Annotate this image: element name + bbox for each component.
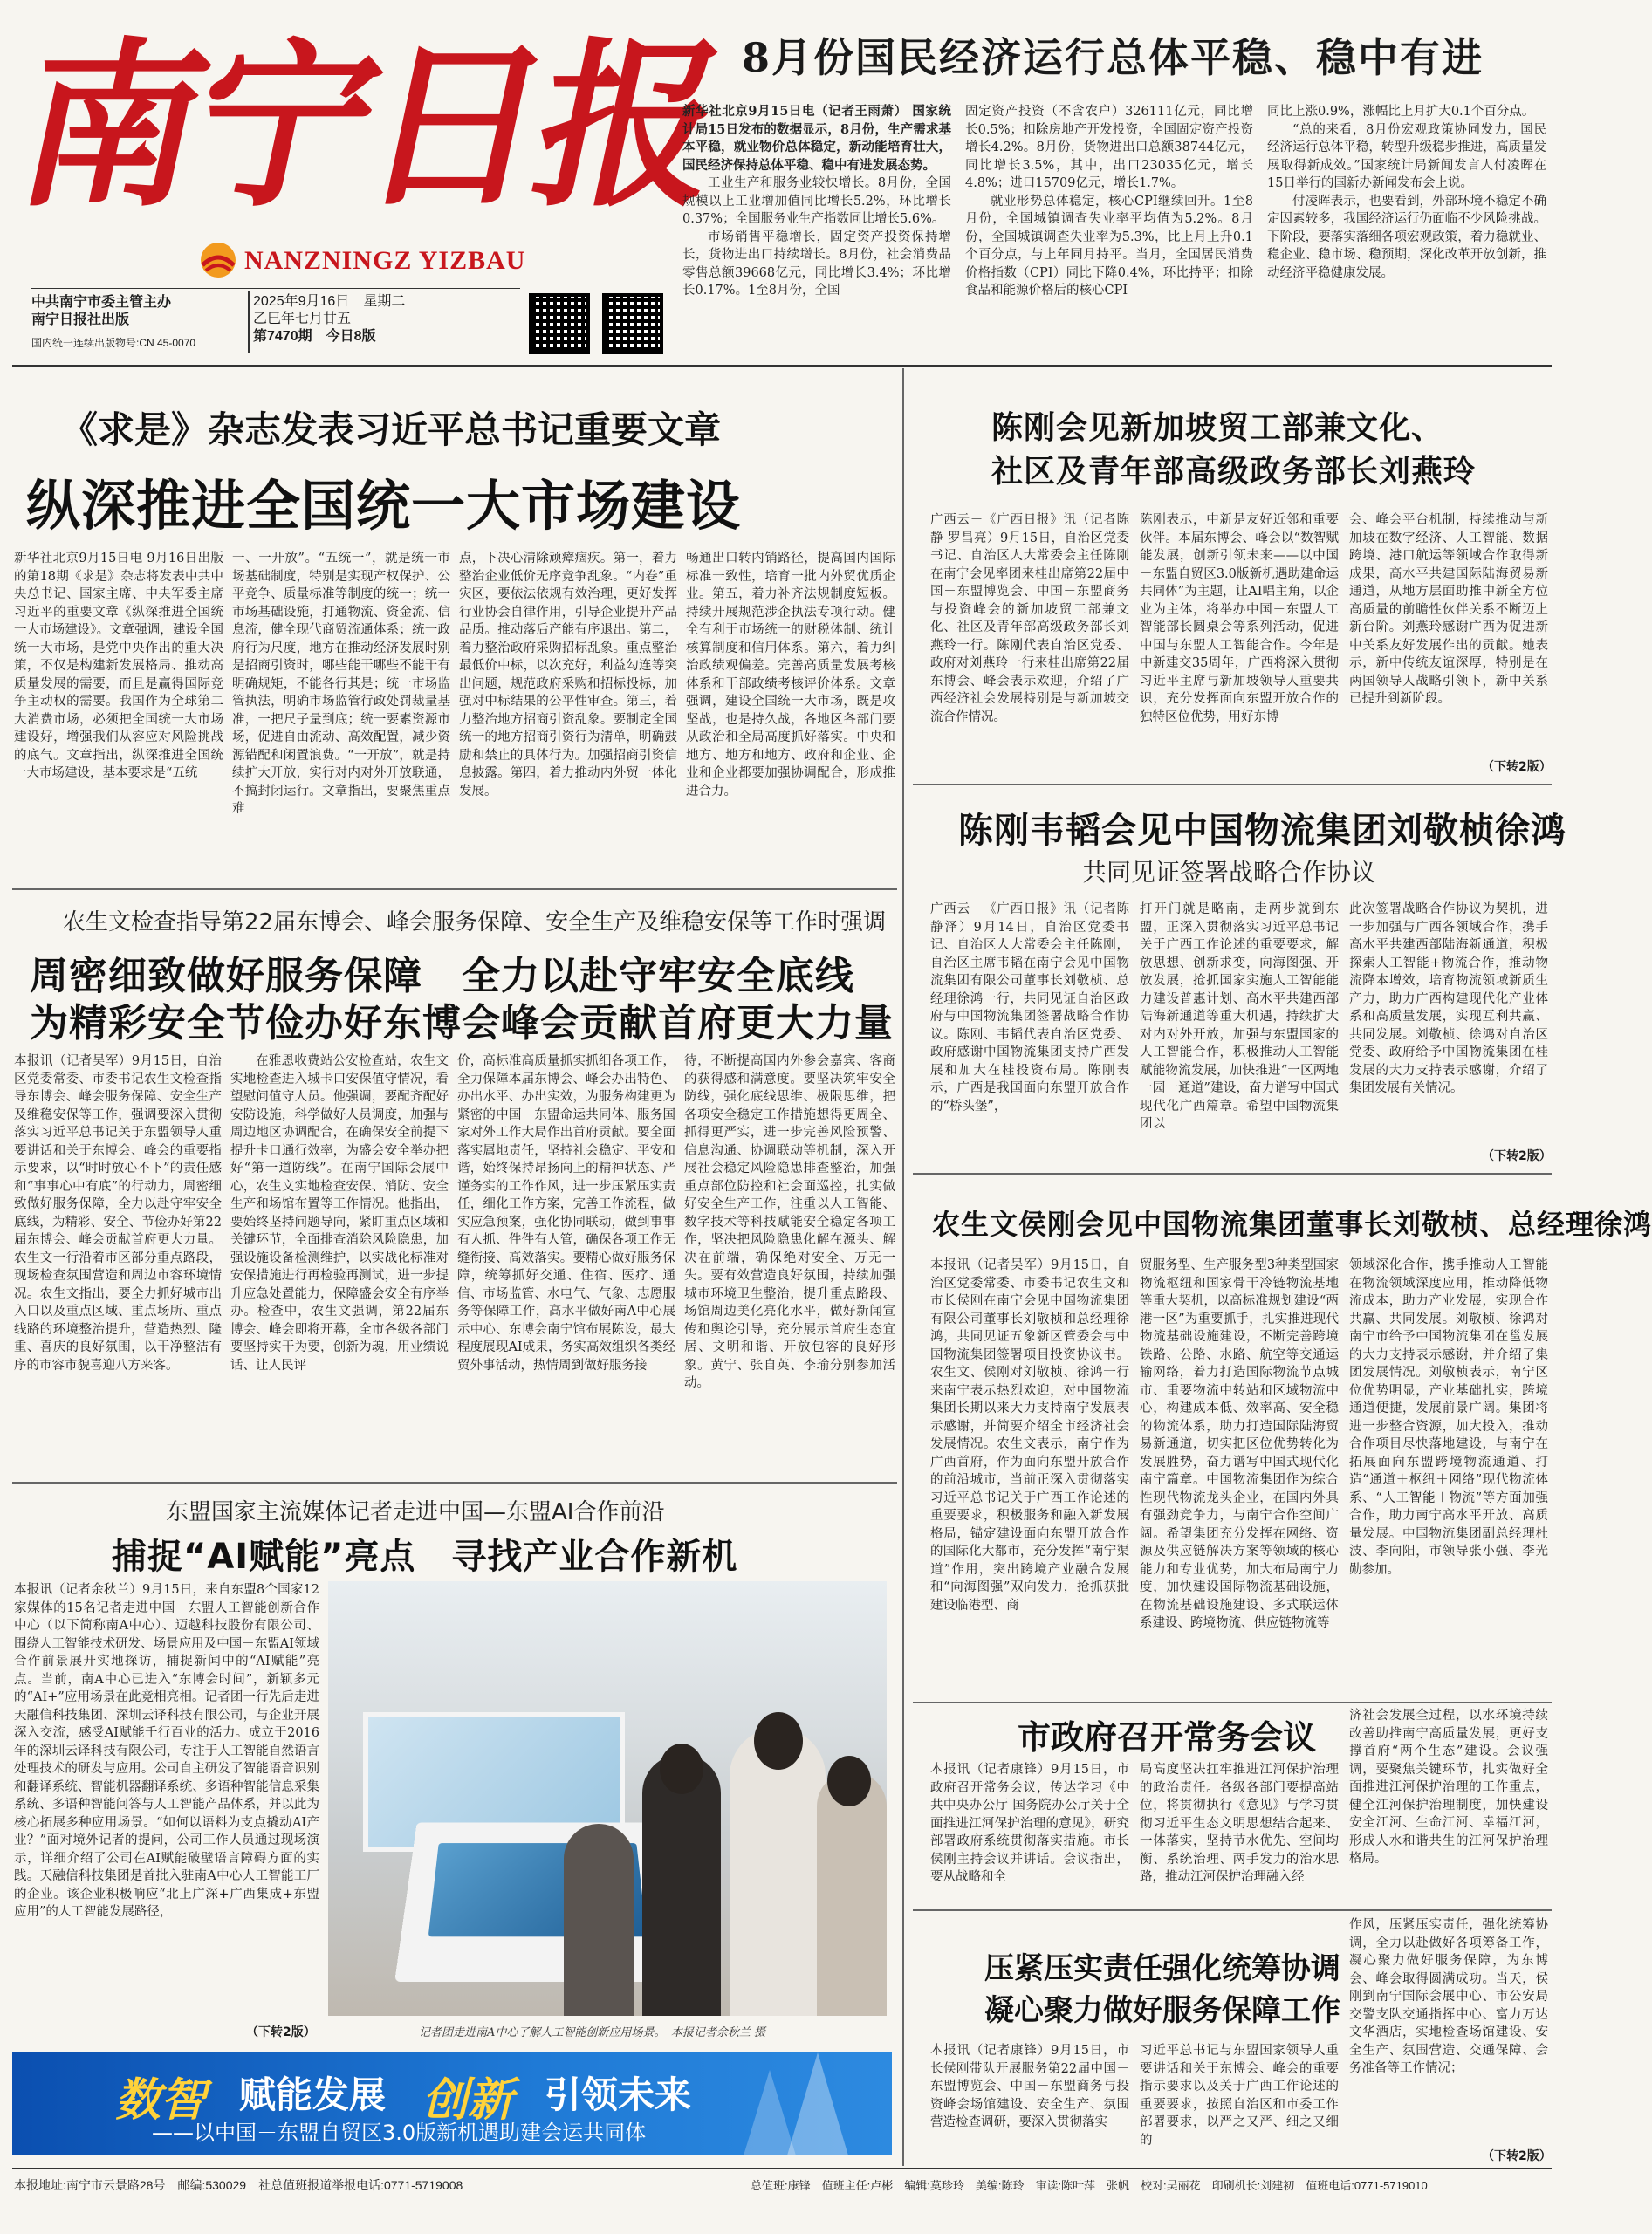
- story1-headline2: 纵深推进全国统一大市场建设: [26, 474, 742, 538]
- story5-subline: 共同见证签署战略合作协议: [1082, 858, 1376, 887]
- lead-paragraph: 付凌晖表示，也要看到，外部环境不稳定不确定因素较多，我国经济运行仍面临不少风险挑战。下阶段，要落实落细各项宏观政策，着力稳就业、稳企业、稳市场、稳预期，深化改革开放创新，推动经济平稳健康发展。: [1267, 194, 1546, 280]
- photo-caption: 记者团走进南A中心了解人工智能创新应用场景。 本报记者余秋兰 摄: [419, 2026, 766, 2039]
- photo-person-head: [660, 1744, 703, 1794]
- section-rule: [913, 784, 1552, 785]
- lead-headline: 8月份国民经济运行总体平稳、稳中有进: [742, 34, 1484, 81]
- lead-paragraph: 新华社北京9月15日电（记者王雨萧） 国家统计局15日发布的数据显示，8月份，生产需求基本平稳，就业物价总体稳定，新动能培育壮大，国民经济保持总体平稳、稳中有进发展态势。: [682, 104, 951, 173]
- page-count: 今日8版: [326, 329, 376, 344]
- story1-headline1: 《求是》杂志发表习近平总书记重要文章: [61, 408, 722, 451]
- masthead-divider: [248, 291, 250, 353]
- story8-jump[interactable]: （下转2版）: [1482, 2149, 1552, 2163]
- story2-column-4: [684, 1052, 895, 1470]
- story8-paragraph: 习近平总书记与东盟国家领导人重要讲话和关于东博会、峰会的重要指示要求以及关于广西工作论述的重要要求，按照自治区和市委工作部署要求，以严之又严、细之又细的: [1140, 2044, 1339, 2148]
- story6-paragraph: 贸服务型、生产服务型3种类型国家物流枢纽和国家骨干冷链物流基地等重大契机，以高标准规划建设“两港一区”为重要抓手，扎实推进现代物流基础设施建设，不断完善跨境铁路、公路、水路、航空等交通运输网络，着力打造国际物流节点城市、重要物流中转站和区域物流中心，构建成本低、效率高、安全稳的物流体系，助力打造国际陆海贸易新通道，切实把区位优势转化为发展胜势，奋力谱写中国式现代化南宁篇章。中国物流集团作为综合性现代物流龙头企业，在国内外具有强劲竞争力，与南宁合作空间广阔。希望集团充分发挥在网络、资源及供应链解决方案等领域的核心能力和专业优势，加大布局南宁力度，加快建设国际物流基础设施，在物流基础设施建设、多式联运体系建设、跨境物流、供应链物流等: [1140, 1258, 1339, 1630]
- story1-column-3: [459, 550, 677, 873]
- story8-paragraph: 作风，压紧压实责任，强化统筹协调，全力以赴做好各项筹备工作，凝心聚力做好服务保障，为东博会、峰会取得圆满成功。当天，侯刚到南宁国际会展中心、市公安局交警支队交通指挥中心、富力万达文华酒店，实地检查场馆建设、安全生产、氛围营造、交通保障、会务准备等工作情况；: [1349, 1918, 1548, 2075]
- story4-paragraph: 会、峰会平台机制，持续推动与新加坡在数字经济、人工智能、数据跨境、港口航运等领域合作取得新成果，高水平共建国际陆海贸易新通道，从地方层面助推中新全方位高质量的前瞻性伙伴关系不断迈上新台阶。刘燕玲感谢广西为促进新中关系友好发展作出的贡献。她表示，新中传统友谊深厚，特别是在两国领导人战略引领下，新中关系已提升到新阶段。: [1349, 513, 1548, 706]
- lead-column-2: [965, 103, 1253, 356]
- publisher-block: [31, 293, 241, 328]
- story1-paragraph: 畅通出口转内销路径，提高国内国际标准一致性，培育一批内外贸优质企业。第五，着力补齐法规制度短板。持续开展规范涉企执法专项行动。健全有利于市场统一的财税体制、统计核算制度和信用体系。第六，着力纠治政绩观偏差。完善高质量发展考核体系和干部政绩考核评价体系。文章强调，建设全国统一大市场，既是攻坚战，也是持久战，各地区各部门要从政治和全局高度抓好落实。中央和地方、地方和地方、政府和企业、企业和企业都要加强协调配合，形成推进合力。: [686, 552, 895, 798]
- section-rule: [913, 1173, 1552, 1175]
- story4-paragraph: 陈刚表示，中新是友好近邻和重要伙伴。本届东博会、峰会以“数智赋能发展，创新引领未来——以中国－东盟自贸区3.0版新机遇助建命运共同体”为主题，让AI唱主角，以企业为主体，将举办中国－东盟人工智能部长圆桌会等系列活动，促进中国与东盟人工智能合作。今年是中新建交35周年，广西将深入贯彻习近平主席与新加坡领导人重要共识，充分发挥面向东盟开放合作的独特区位优势，用好东博: [1140, 513, 1339, 724]
- section-rule: [12, 1482, 897, 1484]
- footer-address-text: 本报地址:南宁市云景路28号: [14, 2178, 166, 2192]
- story8-headline2: 凝心聚力做好服务保障工作: [984, 1993, 1340, 2028]
- photo-person-head: [754, 1712, 803, 1770]
- banner-deco-icon: [735, 2052, 857, 2155]
- lead-paragraph: 工业生产和服务业较快增长。8月份，全国规模以上工业增加值同比增长5.2%，环比增长0.37%；全国服务业生产指数同比增长5.6%。: [682, 176, 951, 226]
- column-divider: [902, 368, 904, 2166]
- story7-headline: 市政府召开常务会议: [1018, 1717, 1317, 1757]
- footer-hotline: 社总值班报道举报电话:0771-5719008: [258, 2178, 463, 2192]
- story1-column-1: [14, 550, 223, 873]
- story5-paragraph: 此次签署战略合作协议为契机，进一步加强与广西各领域合作，携手高水平共建西部陆海新通道，积极探索人工智能+物流合作，推动物流降本增效，培育物流领域新质生产力，助力广西构建现代化产业体系和高质量发展，实现互利共赢、共同发展。刘敬桢、徐鸿对自治区党委、政府给予中国物流集团在桂发展的大力支持表示感谢，介绍了集团发展有关情况。: [1349, 902, 1548, 1095]
- section-rule: [12, 888, 897, 890]
- qr-code-icon[interactable]: [529, 293, 590, 354]
- story3-column-1: [14, 1581, 319, 2019]
- story7-paragraph: 本报讯（记者康锋）9月15日，市政府召开常务会议，传达学习《中共中央办公厅 国务院办公厅关于全面推进江河保护治理的意见》，研究部署政府系统贯彻落实措施。市长侯刚主持会议并讲话。会议指出，要从战略和全: [930, 1763, 1129, 1884]
- photo-person: [730, 1728, 826, 2016]
- story4-column-2: [1140, 511, 1339, 773]
- story8-column-3: [1349, 1916, 1548, 2145]
- story5-paragraph: 广西云－《广西日报》讯（记者陈静泽）9月14日，自治区党委书记、自治区人大常委会主任陈刚，自治区主席韦韬在南宁会见中国物流集团有限公司董事长刘敬桢、总经理徐鸿一行，共同见证自治区政府与中国物流集团签署战略合作协议。陈刚、韦韬代表自治区党委、政府感谢中国物流集团支持广西发展和加大在桂投资布局。陈刚表示，广西是我国面向东盟开放合作的“桥头堡”，: [930, 902, 1129, 1114]
- story2-paragraph: 待，不断提高国内外参会嘉宾、客商的获得感和满意度。要坚决筑牢安全防线，强化底线思维、极限思维，把各项安全稳定工作措施想得更周全、抓得更严实，进一步完善风险预警、信息沟通、协调联动等机制，深入开展社会稳定风险隐患排查整治，加强重点部位防控和社会面巡控，扎实做好安全生产工作，注重以人工智能、数字技术等科技赋能安全稳定各项工作，坚决把风险隐患化解在源头、解决在前端，确保绝对安全、万无一失。要有效营造良好氛围，持续加强城市环境卫生整治，提升重点路段、场馆周边美化亮化水平，做好新闻宣传和舆论引导，充分展示首府生态宜居、文明和谐、开放包容的良好形象。黄宁、张自英、李瑜分别参加活动。: [684, 1054, 895, 1390]
- section-rule: [913, 1909, 1552, 1911]
- story2-paragraph: 在雅恩收费站公安检查站，农生文实地检查进入城卡口安保值守情况，看望慰问值守人员。他强调，要配齐配好安防设施，科学做好人员调度，加强与周边地区协调配合，在确保安全前提下提升卡口通行效率，为盛会安全举办把好“第一道防线”。在南宁国际会展中心，农生文实地检查安保、消防、安全生产和场馆布置等工作情况。他指出，要始终坚持问题导向，紧盯重点区域和关键环节，全面排查消除风险隐患，加强设施设备检测维护，以实战化标准对安保措施进行再检验再测试，进一步提升应急处置能力，保障盛会安全有序举办。检查中，农生文强调，第22届东博会、峰会即将开幕，全市各级各部门要坚持实干为要，创新为魂，用业绩说话、让人民评: [230, 1054, 449, 1373]
- banner-subtitle: ——以中国－东盟自贸区3.0版新机遇助建会运共同体: [152, 2121, 647, 2145]
- lead-paragraph: 市场销售平稳增长，固定资产投资保持增长，货物进出口持续增长。8月份，社会消费品零售总额39668亿元，同比增长3.4%；环比增长0.17%。1至8月份，全国: [682, 230, 951, 298]
- story5-column-1: [930, 901, 1129, 1164]
- weekday: 星期二: [363, 294, 406, 309]
- photo-person: [817, 1771, 887, 2016]
- issue-number: 第7470期: [253, 329, 312, 344]
- story7-paragraph: 局高度坚决扛牢推进江河保护治理的政治责任。各级各部门要提高站位，将贯彻执行《意见》与学习贯彻习近平生态文明思想结合起来、一体落实，坚持节水优先、空间均衡、系统治理、两手发力的治水思路，推动江河保护治理融入经: [1140, 1763, 1339, 1884]
- story1-paragraph: 一、一开放”。“五统一”，就是统一市场基础制度，特别是实现产权保护、公平竞争、质量标准等制度的统一；统一市场基础设施，打通物流、资金流、信息流，健全现代商贸流通体系；统一政府行为尺度，地方在推动经济发展时别是招商引资时，哪些能干哪些不能干有明确规矩，不能各行其是；统一市场监管执法，明确市场监管行政处罚裁量基准，一把尺子量到底；统一要素资源市场，促进自由流动、高效配置，减少资源错配和闲置浪费。“一开放”，就是持续扩大开放，实行对内对外开放联通，不搞封闭运行。文章指出，要聚焦重点难: [232, 552, 450, 816]
- sun-logo-icon: [199, 241, 237, 279]
- story1-column-4: [686, 550, 895, 873]
- story7-paragraph: 济社会发展全过程，以水环境持续改善助推南宁高质量发展，更好支撑首府“两个生态”建设。会议强调，要聚焦关键环节，扎实做好全面推进江河保护治理的工作重点，健全江河保护治理制度，加快建设安全江河、生命江河、幸福江河，形成人水和谐共生的江河保护治理格局。: [1349, 1709, 1548, 1866]
- photo-person: [564, 1824, 634, 2016]
- lead-column-1: [682, 103, 951, 356]
- story8-paragraph: 本报讯（记者康锋）9月15日，市长侯刚带队开展服务第22届中国－东盟博览会、中国－东盟商务与投资峰会场馆建设、安全生产、氛围营造检查调研，要深入贯彻落实: [930, 2044, 1129, 2129]
- story4-column-1: [930, 511, 1129, 773]
- story5-headline: 陈刚韦韬会见中国物流集团刘敬桢徐鸿: [958, 811, 1566, 851]
- banner-word1: 数智: [115, 2073, 207, 2127]
- story5-jump[interactable]: （下转2版）: [1482, 1149, 1552, 1163]
- lead-paragraph: “总的来看，8月份宏观政策协同发力，国民经济运行总体平稳，转型升级稳步推进，高质量发展取得新成效。”国家统计局新闻发言人付凌晖在15日举行的国新办新闻发布会上说。: [1267, 122, 1546, 190]
- qr-code-icon[interactable]: [602, 293, 663, 354]
- footer-postcode: 邮编:530029: [177, 2178, 247, 2192]
- story2-column-2: [230, 1052, 449, 1470]
- story6-column-2: [1140, 1257, 1339, 1695]
- section-rule: [913, 1702, 1552, 1703]
- banner-word2: 创新: [422, 2073, 514, 2127]
- story2-headline2: 为精彩安全节俭办好东博会峰会贡献首府更大力量: [30, 1001, 894, 1045]
- masthead-pinyin: NANZNINGZ YIZBAU: [244, 246, 526, 275]
- story6-paragraph: 本报讯（记者吴军）9月15日，自治区党委常委、市委书记农生文和市长侯刚在南宁会见中国物流集团有限公司董事长刘敬桢和总经理徐鸿，共同见证五象新区管委会与中国物流集团签署项目投资协议书。农生文、侯刚对刘敬桢、徐鸿一行来南宁表示热烈欢迎，对中国物流集团长期以来大力支持南宁发展表示感谢，并简要介绍全市经济社会发展情况。农生文表示，南宁作为广西首府，作为面向东盟开放合作的前沿城市，当前正深入贯彻落实习近平总书记关于广西工作论述的重要要求，积极服务和融入新发展格局，锚定建设面向东盟开放合作的国际化大都市，充分发挥“南宁渠道”作用，突出跨境产业融合发展和“向海图强”双向发力，抢抓获批建设临港型、商: [930, 1258, 1129, 1613]
- story4-paragraph: 广西云－《广西日报》讯（记者陈静 罗昌亮）9月15日，自治区党委书记、自治区人大常委会主任陈刚在南宁会见率团来桂出席第22届中国－东盟博览会、中国－东盟商务与投资峰会的新加坡贸工部兼文化、社区及青年部高级政务部长刘燕玲一行。陈刚代表自治区党委、政府对刘燕玲一行来桂出席第22届东博会、峰会表示欢迎，介绍了广西经济社会发展特别是与新加坡交流合作情况。: [930, 513, 1129, 724]
- story6-column-3: [1349, 1257, 1548, 1695]
- lead-paragraph: 同比上涨0.9%，涨幅比上月扩大0.1个百分点。: [1267, 105, 1535, 119]
- news-photo: [328, 1581, 887, 2016]
- story6-column-1: [930, 1257, 1129, 1695]
- sponsor-line1: 中共南宁市委主管主办: [31, 293, 172, 310]
- story4-column-3: [1349, 511, 1548, 756]
- story6-headline: 农生文侯刚会见中国物流集团董事长刘敬桢、总经理徐鸿: [932, 1208, 1652, 1241]
- lunar-date: 乙巳年七月廿五: [253, 312, 352, 326]
- story3-headline: 捕捉“AI赋能”亮点 寻找产业合作新机: [112, 1537, 738, 1577]
- story3-paragraph: 本报讯（记者余秋兰）9月15日，来自东盟8个国家12家媒体的15名记者走进中国－东盟人工智能创新合作中心（以下简称南A中心）、迈越科技股份有限公司、围绕人工智能技术研发、场景应用及中国－东盟AI领域合作前景展开实地探访，捕捉新闻中的“AI赋能”亮点。当前，南A中心已进入“东博会时间”，新颖多元的“AI+”应用场景在此竞相亮相。记者团一行先后走进天融信科技集团、深圳云译科技有限公司，与企业开展深入交流，感受AI赋能千行百业的活力。成立于2016年的深圳云译科技有限公司，专注于人工智能自然语言处理技术的研发与应用。公司自主研发了智能语音识别和翻译系统、智能机器翻译系统、多语种智能信息采集系统、多语种智能问答与人工智能产品体系，并以此为核心拓展多种应用场景。“如何以语料为支点撬动AI产业？”面对境外记者的提问，公司工作人员通过现场演示，详细介绍了公司在AI赋能破壁语言障碍方面的实践。天融信科技集团是首批入驻南A中心人工智能工厂的企业。该企业积极响应“北上广深+广西集成+东盟应用”的人工智能发展路径，: [14, 1583, 319, 1919]
- story1-column-2: [232, 550, 450, 873]
- photo-display-table: [394, 1822, 681, 1982]
- story4-headline1: 陈刚会见新加坡贸工部兼文化、: [991, 410, 1444, 446]
- story2-paragraph: 本报讯（记者吴军）9月15日，自治区党委常委、市委书记农生文检查指导东博会、峰会服务保障、安全生产及维稳安保等工作，强调要深入贯彻落实习近平总书记关于东盟领导人重要讲话和关于东博会、峰会的重要指示要求，以“时时放心不下”的责任感和“事事心中有底”的行动力，周密细致做好服务保障，全力以赴守牢安全底线，为精彩、安全、节俭办好第22届东博会、峰会贡献首府更大力量。农生文一行沿着市区部分重点路段，现场检查氛围营造和周边市容环境情况。农生文指出，要全力抓好城市出入口以及重点区域、重点场所、重点线路的环境整治提升，营造热烈、隆重、喜庆的良好氛围，以干净整洁有序的市容市貌喜迎八方来客。: [14, 1054, 222, 1373]
- story3-jump[interactable]: （下转2版）: [246, 2025, 316, 2039]
- story2-column-1: [14, 1052, 222, 1470]
- lead-column-3: [1267, 103, 1546, 356]
- story2-kicker: 农生文检查指导第22届东博会、峰会服务保障、安全生产及维稳安保等工作时强调: [63, 909, 887, 935]
- story7-column-1: [930, 1761, 1129, 1902]
- date-block: [253, 293, 515, 346]
- banner-text2: 引领未来: [545, 2073, 692, 2116]
- story2-paragraph: 价，高标准高质量抓实抓细各项工作，全力保障本届东博会、峰会办出特色、办出水平、办出实效，为服务构建更为紧密的中国－东盟命运共同体、服务国家对外工作大局作出首府贡献。要全面落实属地责任，坚持社会稳定、平安和谐，始终保持昂扬向上的精神状态、严谨务实的工作作风，进一步压紧压实责任，细化工作方案，完善工作流程，做实应急预案，强化协同联动，做到事事有人抓、件件有人管，确保各项工作无缝衔接、高效落实。要精心做好服务保障，统筹抓好交通、住宿、医疗、通信、市场监管、水电气、气象、志愿服务等保障工作，高水平做好南A中心展示中心、东博会南宁馆布展陈设，最大程度展现AI成果，务实高效组织各类经贸外事活动，热情周到做好服务接: [457, 1054, 675, 1373]
- story8-headline1: 压紧压实责任强化统筹协调: [984, 1951, 1340, 1986]
- story7-column-3: [1349, 1707, 1548, 1902]
- masthead-rule: [31, 288, 520, 289]
- footer-address: [14, 2176, 463, 2194]
- story2-headline1: 周密细致做好服务保障 全力以赴守牢安全底线: [30, 954, 854, 998]
- story1-paragraph: 点，下决心清除顽瘴痼疾。第一，着力整治企业低价无序竞争乱象。“内卷”重灾区，要依法依规有效治理，更好发挥行业协会自律作用，引导企业提升产品品质。推动落后产能有序退出。第二，着力整治政府采购招标乱象。重点整治最低价中标，以次充好，利益勾连等突出问题，规范政府采购和招标投标，加强对中标结果的公平性审查。第三，着力整治地方招商引资乱象。要制定全国统一的地方招商引资行为清单，明确鼓励和禁止的具体行为。加强招商引资信息披露。第四，着力推动内外贸一体化发展。: [459, 552, 677, 798]
- story8-column-1: [930, 2042, 1129, 2159]
- masthead-logo: 南宁日报: [2, 22, 735, 231]
- story5-paragraph: 打开门就是略南，走两步就到东盟，正深入贯彻落实习近平总书记关于广西工作论述的重要要求，解放思想、创新求变，向海图强、开放发展，抢抓国家实施人工智能能力建设普惠计划、高水平共建西部陆海新通道等重大机遇，持续扩大对内对外开放，加强与东盟国家的人工智能合作，积极推动人工智能赋能物流发展，加快推进“一区两地一园一通道”建设，奋力谱写中国式现代化广西篇章。希望中国物流集团以: [1140, 902, 1339, 1131]
- story5-column-2: [1140, 901, 1339, 1164]
- story8-column-2: [1140, 2042, 1339, 2159]
- story2-column-3: [457, 1052, 675, 1470]
- banner-text1: 赋能发展: [239, 2073, 387, 2116]
- header-rule: [12, 365, 1552, 367]
- cn-number: 国内统一连续出版物号:CN 45-0070: [31, 337, 196, 349]
- sponsor-line2: 南宁日报社出版: [31, 311, 130, 327]
- story3-kicker: 东盟国家主流媒体记者走进中国—东盟AI合作前沿: [166, 1499, 665, 1525]
- lead-paragraph: 就业形势总体稳定，核心CPI继续回升。1至8月份，全国城镇调查失业率平均值为5.2%。8月份，全国城镇调查失业率为5.3%，比上月上升0.1个百分点，与上年同月持平。当月，全国居民消费价格指数（CPI）同比下降0.4%，环比持平；扣除食品和能源价格后的核心CPI: [965, 194, 1253, 298]
- story4-jump[interactable]: （下转2版）: [1482, 760, 1552, 774]
- theme-banner: [12, 2052, 892, 2155]
- footer-rule: [12, 2168, 1552, 2169]
- story7-column-2: [1140, 1761, 1339, 1902]
- story4-headline2: 社区及青年部高级政务部长刘燕玲: [991, 454, 1477, 490]
- story5-column-3: [1349, 901, 1548, 1145]
- footer-staff: 总值班:康锋 值班主任:卢彬 编辑:莫珍玲 美编:陈玲 审读:陈叶萍 张帆 校对:吴丽花 印刷机长:刘建初 值班电话:0771-5719010: [751, 2179, 1428, 2192]
- story6-paragraph: 领域深化合作，携手推动人工智能在物流领域深度应用，推动降低物流成本，助力产业发展，实现合作共赢、共同发展。刘敬桢、徐鸿对南宁市给予中国物流集团在邕发展的大力支持表示感谢，并介绍了集团发展情况。刘敬桢表示，南宁区位优势明显，产业基础扎实，跨境通道便捷，发展前景广阔。集团将进一步整合资源，加大投入，推动合作项目尽快落地建设，与南宁在拓展面向东盟跨境物流通道、打造“通道＋枢纽＋网络”现代物流体系、“人工智能＋物流”等方面加强合作，助力南宁高水平开放、高质量发展。中国物流集团副总经理杜波、李向阳，市领导张小强、李光勋参加。: [1349, 1258, 1548, 1577]
- photo-person-head: [827, 1756, 871, 1806]
- issue-date: 2025年9月16日: [253, 294, 350, 309]
- lead-paragraph: 固定资产投资（不含农户）326111亿元，同比增长0.5%；扣除房地产开发投资，全国固定资产投资增长4.2%。8月份，货物进出口总额38744亿元，同比增长3.5%，其中，出口23035亿元，增长4.8%；进口15709亿元，增长1.7%。: [965, 105, 1253, 190]
- story1-paragraph: 新华社北京9月15日电 9月16日出版的第18期《求是》杂志将发表中共中央总书记、国家主席、中央军委主席习近平的重要文章《纵深推进全国统一大市场建设》。文章强调，建设全国统一大市场，是党中央作出的重大决策，不仅是构建新发展格局、推动高质量发展的需要，而且是赢得国际竞争主动权的需要。我国作为全球第二大消费市场，必须把全国统一大市场建设好，增强我们从容应对风险挑战的底气。文章指出，纵深推进全国统一大市场建设，基本要求是“五统: [14, 552, 223, 780]
